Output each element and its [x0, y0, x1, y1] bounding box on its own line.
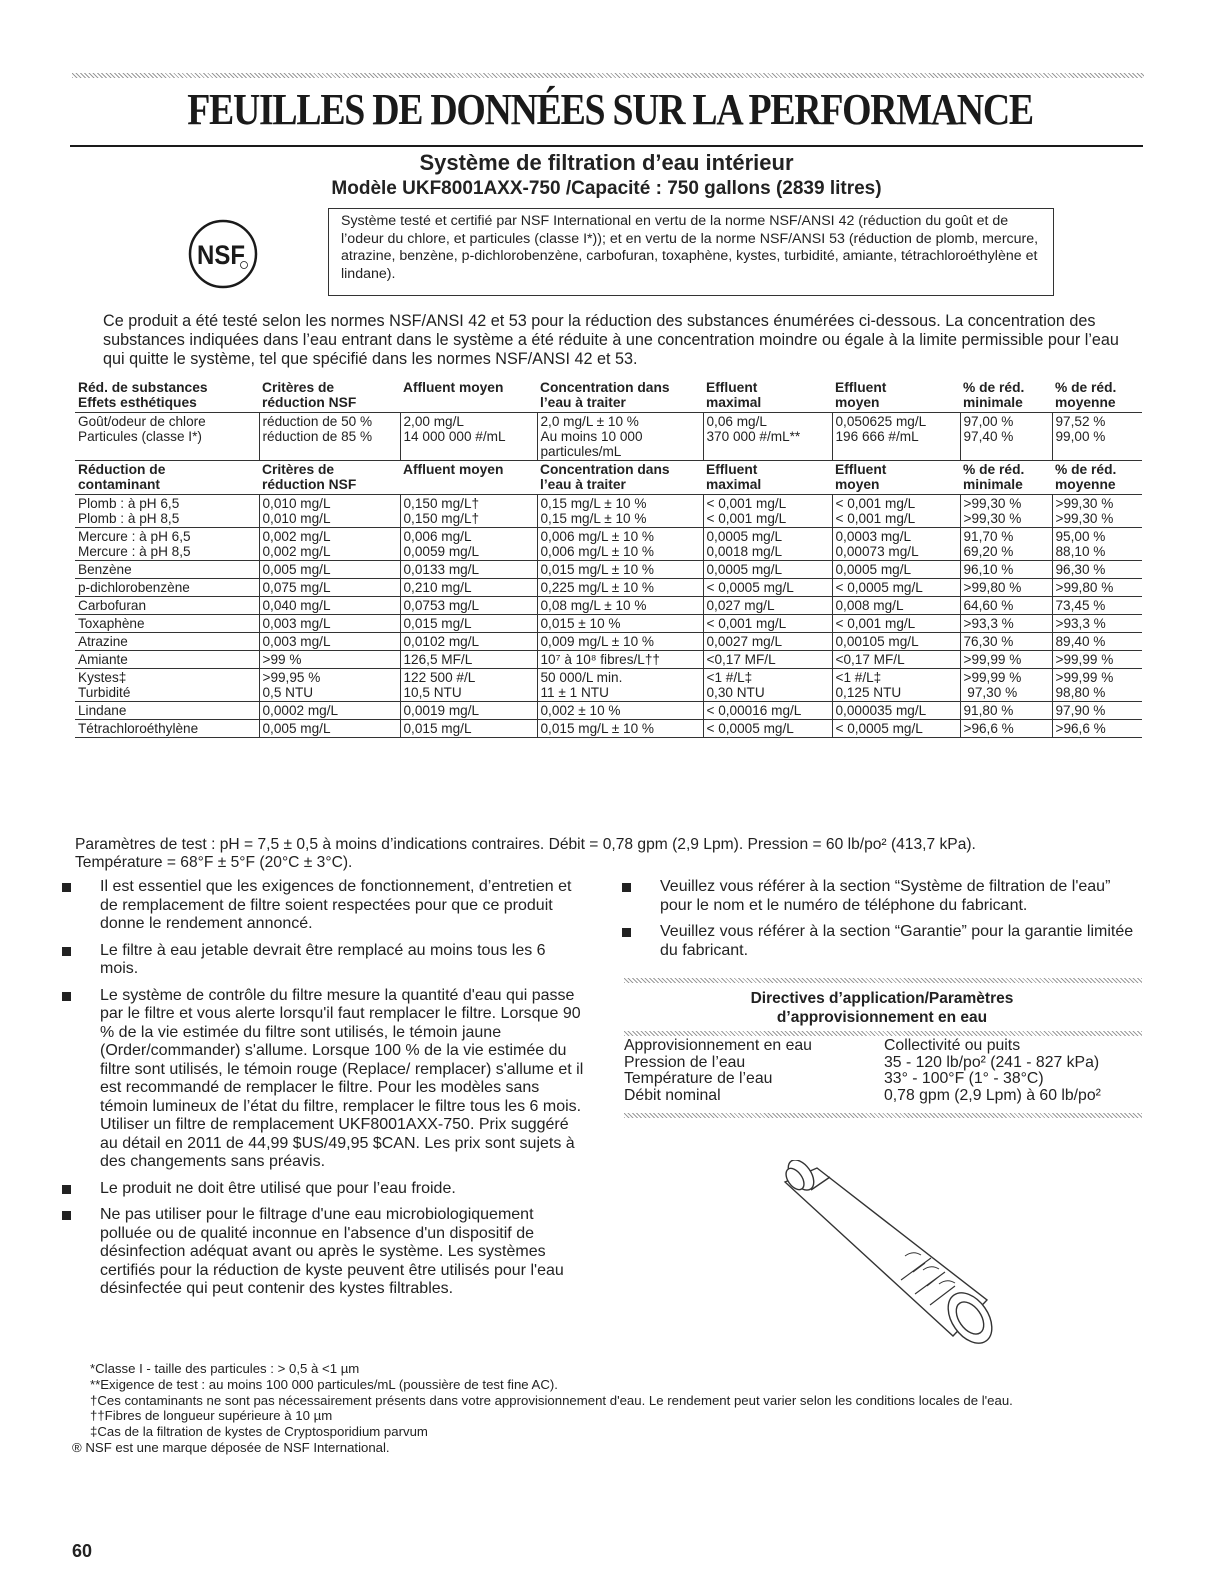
- table-cell: Mercure : à pH 6,5 Mercure : à pH 8,5: [75, 528, 259, 561]
- table-row: [75, 702, 1142, 720]
- table-row: [75, 615, 1142, 633]
- page-number: 60: [72, 1541, 93, 1561]
- table-cell: 10⁷ à 10⁸ fibres/L††: [537, 651, 703, 669]
- performance-table: [75, 379, 1142, 738]
- table-cell: >99,80 %: [1052, 579, 1142, 597]
- table-header-cell: Concentration dans l’eau à traiter: [537, 461, 703, 495]
- table-cell: >99,95 % 0,5 NTU: [259, 669, 400, 702]
- bullet-item: [622, 923, 1142, 960]
- table-cell: 122 500 #/L 10,5 NTU: [400, 669, 537, 702]
- table-cell: 0,0102 mg/L: [400, 633, 537, 651]
- table-cell: 64,60 %: [960, 597, 1052, 615]
- table-cell: 50 000/L min. 11 ± 1 NTU: [537, 669, 703, 702]
- table-cell: >99 %: [259, 651, 400, 669]
- table-cell: Tétrachloroéthylène: [75, 720, 259, 738]
- table-cell: 96,30 %: [1052, 561, 1142, 579]
- table-header-cell: % de réd. minimale: [960, 379, 1052, 413]
- directives-table: [624, 1038, 1144, 1104]
- table-cell: Goût/odeur de chlore Particules (classe I*): [75, 413, 259, 461]
- table-header-cell: Critères de réduction NSF: [259, 379, 400, 413]
- bullet-text: Le produit ne doit être utilisé que pour l’eau froide.: [100, 1179, 456, 1197]
- table-row: [75, 597, 1142, 615]
- bullet-square-icon: [62, 1185, 71, 1194]
- table-cell: 0,15 mg/L ± 10 % 0,15 mg/L ± 10 %: [537, 495, 703, 528]
- directives-row: [624, 1088, 1144, 1105]
- directives-value: 35 - 120 lb/po² (241 - 827 kPa): [884, 1053, 1100, 1071]
- table-header-cell: % de réd. moyenne: [1052, 461, 1142, 495]
- table-cell: 97,00 % 97,40 %: [960, 413, 1052, 461]
- table-cell: Toxaphène: [75, 615, 259, 633]
- table-header-cell: Effluent maximal: [703, 379, 832, 413]
- table-cell: 0,015 mg/L: [400, 720, 537, 738]
- directives-title: [622, 989, 1142, 1027]
- table-cell: 0,027 mg/L: [703, 597, 832, 615]
- footnotes: [72, 1361, 1132, 1456]
- footnote: ‡Cas de la filtration de kystes de Cryptosporidium parvum: [90, 1424, 428, 1440]
- table-cell: Amiante: [75, 651, 259, 669]
- table-header-row-aesthetic: [75, 379, 1142, 413]
- table-cell: < 0,001 mg/L < 0,001 mg/L: [832, 495, 960, 528]
- table-cell: p-dichlorobenzène: [75, 579, 259, 597]
- table-header-row-contaminant: [75, 461, 1142, 495]
- water-filter-icon: [755, 1160, 1015, 1350]
- table-cell: 91,80 %: [960, 702, 1052, 720]
- table-header-cell: Critères de réduction NSF: [259, 461, 400, 495]
- table-cell: 0,002 mg/L 0,002 mg/L: [259, 528, 400, 561]
- table-row: [75, 561, 1142, 579]
- table-cell: Atrazine: [75, 633, 259, 651]
- table-cell: 97,90 %: [1052, 702, 1142, 720]
- intro-paragraph: Ce produit a été testé selon les normes NSF/ANSI 42 et 53 pour la réduction des substances énumérées ci-dessous. La concentration des substances indiquées dans l’eau entrant dans le système a été réduite à une concentration moindre ou égale à la limite permissible pour l’eau qui quitte le système, tel que spécifié dans les normes NSF/ANSI 42 et 53.: [103, 312, 1119, 368]
- table-cell: 0,0003 mg/L 0,00073 mg/L: [832, 528, 960, 561]
- table-cell: 97,52 % 99,00 %: [1052, 413, 1142, 461]
- bullet-item: [622, 878, 1142, 915]
- table-header-cell: % de réd. moyenne: [1052, 379, 1142, 413]
- table-cell: 0,075 mg/L: [259, 579, 400, 597]
- title-rule: [70, 145, 1143, 147]
- table-header-cell: Réd. de substances Effets esthétiques: [75, 379, 259, 413]
- directives-row: [624, 1071, 1144, 1088]
- table-cell: 0,00105 mg/L: [832, 633, 960, 651]
- certification-box: [328, 208, 1054, 296]
- table-row: [75, 720, 1142, 738]
- table-cell: < 0,0005 mg/L: [832, 579, 960, 597]
- table-cell: 76,30 %: [960, 633, 1052, 651]
- table-cell: < 0,001 mg/L: [703, 615, 832, 633]
- table-cell: Plomb : à pH 6,5 Plomb : à pH 8,5: [75, 495, 259, 528]
- bullet-square-icon: [622, 883, 631, 892]
- table-cell: >99,99 % 97,30 %: [960, 669, 1052, 702]
- table-cell: >93,3 %: [960, 615, 1052, 633]
- table-header-cell: Réduction de contaminant: [75, 461, 259, 495]
- directives-top-hatch: [624, 978, 1142, 983]
- table-cell: 95,00 % 88,10 %: [1052, 528, 1142, 561]
- table-cell: 0,0019 mg/L: [400, 702, 537, 720]
- table-cell: <0,17 MF/L: [703, 651, 832, 669]
- directives-label: Approvisionnement en eau: [624, 1037, 812, 1054]
- table-cell: 0,0133 mg/L: [400, 561, 537, 579]
- footnote: ††Fibres de longueur supérieure à 10 µm: [90, 1408, 333, 1424]
- bullet-square-icon: [62, 992, 71, 1001]
- bullet-square-icon: [62, 883, 71, 892]
- table-cell: 89,40 %: [1052, 633, 1142, 651]
- directives-title-line-1: Directives d’application/Paramètres: [750, 990, 1014, 1007]
- bullet-item: [62, 1206, 587, 1299]
- table-header-cell: Concentration dans l’eau à traiter: [537, 379, 703, 413]
- top-hatch-rule: [72, 73, 1144, 78]
- bullet-text: Le filtre à eau jetable devrait être remplacé au moins tous les 6 mois.: [100, 941, 546, 977]
- table-cell: 0,0005 mg/L: [703, 561, 832, 579]
- page-title: FEUILLES DE DONNÉES SUR LA PERFORMANCE: [187, 85, 1033, 134]
- bullet-list-left: [62, 878, 587, 1307]
- bullet-text: Veuillez vous référer à la section “Garantie” pour la garantie limitée du fabricant.: [660, 923, 1134, 959]
- table-cell: 0,002 ± 10 %: [537, 702, 703, 720]
- directives-label: Pression de l’eau: [624, 1053, 746, 1071]
- table-cell: 0,0005 mg/L: [832, 561, 960, 579]
- bullet-text: Veuillez vous référer à la section “Système de filtration de l'eau” pour le nom et le numéro de téléphone du fabricant.: [660, 878, 1111, 914]
- table-cell: >96,6 %: [960, 720, 1052, 738]
- table-cell: 0,040 mg/L: [259, 597, 400, 615]
- table-cell: 2,00 mg/L 14 000 000 #/mL: [400, 413, 537, 461]
- table-cell: >93,3 %: [1052, 615, 1142, 633]
- directives-value: 0,78 gpm (2,9 Lpm) à 60 lb/po²: [884, 1086, 1101, 1104]
- table-row: [75, 669, 1142, 702]
- table-cell: >99,99 % 98,80 %: [1052, 669, 1142, 702]
- system-subtitle: Système de filtration d’eau intérieur: [419, 150, 794, 175]
- table-row: [75, 633, 1142, 651]
- table-cell: 0,06 mg/L 370 000 #/mL**: [703, 413, 832, 461]
- table-cell: 0,015 mg/L ± 10 %: [537, 720, 703, 738]
- table-cell: 0,050625 mg/L 196 666 #/mL: [832, 413, 960, 461]
- bullet-text: Il est essentiel que les exigences de fonctionnement, d’entretien et de remplacement de filtre soient respectées pour que ce produit donne le rendement annoncé.: [100, 878, 572, 932]
- table-cell: >99,30 % >99,30 %: [1052, 495, 1142, 528]
- table-cell: < 0,0005 mg/L: [832, 720, 960, 738]
- table-header-cell: Effluent moyen: [832, 461, 960, 495]
- table-cell: 0,225 mg/L ± 10 %: [537, 579, 703, 597]
- table-cell: 0,005 mg/L: [259, 561, 400, 579]
- table-cell: >96,6 %: [1052, 720, 1142, 738]
- table-cell: < 0,00016 mg/L: [703, 702, 832, 720]
- certification-text: Système testé et certifié par NSF International en vertu de la norme NSF/ANSI 42 (réduction du goût et de l’odeur du chlore, et particules (classe I*)); et en vertu de la norme NSF/ANSI 53 (réduction de plomb, mercure, atrazine, benzène, p-dichlorobenzène, carbofuran, toxaphène, kystes, turbidité, amiante, tétrachloroéthylène et lindane).: [341, 213, 1039, 282]
- table-cell: <1 #/L‡ 0,125 NTU: [832, 669, 960, 702]
- table-cell: 73,45 %: [1052, 597, 1142, 615]
- bullet-item: [62, 987, 587, 1172]
- table-row: [75, 495, 1142, 528]
- table-cell: <0,17 MF/L: [832, 651, 960, 669]
- directives-row: [624, 1055, 1144, 1072]
- table-cell: Carbofuran: [75, 597, 259, 615]
- table-row: [75, 528, 1142, 561]
- table-cell: 0,003 mg/L: [259, 633, 400, 651]
- directives-label: Débit nominal: [624, 1086, 721, 1104]
- footnote: **Exigence de test : au moins 100 000 particules/mL (poussière de test fine AC).: [90, 1376, 558, 1392]
- directives-mid-hatch: [624, 1031, 1142, 1036]
- table-cell: 0,0002 mg/L: [259, 702, 400, 720]
- directives-title-line-2: d’approvisionnement en eau: [776, 1009, 988, 1026]
- model-capacity-line: Modèle UKF8001AXX-750 /Capacité : 750 gallons (2839 litres): [331, 178, 882, 199]
- table-cell: >99,99 %: [1052, 651, 1142, 669]
- directives-label: Température de l’eau: [624, 1070, 773, 1087]
- table-cell: 0,0027 mg/L: [703, 633, 832, 651]
- bullet-square-icon: [62, 947, 71, 956]
- table-cell: 0,0005 mg/L 0,0018 mg/L: [703, 528, 832, 561]
- table-cell: Lindane: [75, 702, 259, 720]
- table-cell: 0,005 mg/L: [259, 720, 400, 738]
- table-cell: 126,5 MF/L: [400, 651, 537, 669]
- table-cell: < 0,0005 mg/L: [703, 579, 832, 597]
- nsf-logo-icon: [188, 219, 258, 289]
- footnote: *Classe I - taille des particules : > 0,5 à <1 µm: [90, 1361, 360, 1376]
- directives-value: Collectivité ou puits: [884, 1037, 1021, 1054]
- nsf-logo-text: NSF: [197, 241, 245, 271]
- directives-row: [624, 1038, 1144, 1055]
- performance-table-body: [75, 379, 1142, 738]
- table-cell: < 0,001 mg/L < 0,001 mg/L: [703, 495, 832, 528]
- table-cell: réduction de 50 % réduction de 85 %: [259, 413, 400, 461]
- table-cell: >99,80 %: [960, 579, 1052, 597]
- test-parameters-line-1: Paramètres de test : pH = 7,5 ± 0,5 à moins d’indications contraires. Débit = 0,78 gpm (2,9 Lpm). Pression = 60 lb/po² (413,7 kPa).: [75, 836, 976, 853]
- table-cell: 0,08 mg/L ± 10 %: [537, 597, 703, 615]
- table-cell: 0,000035 mg/L: [832, 702, 960, 720]
- bullet-item: [62, 878, 587, 934]
- table-row: [75, 413, 1142, 461]
- table-cell: >99,30 % >99,30 %: [960, 495, 1052, 528]
- table-cell: 0,210 mg/L: [400, 579, 537, 597]
- table-cell: 0,003 mg/L: [259, 615, 400, 633]
- table-cell: >99,99 %: [960, 651, 1052, 669]
- bullet-square-icon: [62, 1211, 71, 1220]
- bullet-item: [62, 942, 587, 979]
- table-cell: 2,0 mg/L ± 10 % Au moins 10 000 particules/mL: [537, 413, 703, 461]
- directives-bottom-hatch: [624, 1113, 1142, 1118]
- table-header-cell: Affluent moyen: [400, 379, 537, 413]
- bullet-text: Ne pas utiliser pour le filtrage d'une eau microbiologiquement polluée ou de qualité inconnue en l'absence d'un dispositif de désinfection adéquat avant ou après le système. Les systèmes certifiés pour la réduction de kyste peuvent être utilisés pour l'eau désinfectée qui peut contenir des kystes filtrables.: [100, 1206, 564, 1297]
- table-cell: 0,006 mg/L 0,0059 mg/L: [400, 528, 537, 561]
- table-cell: 96,10 %: [960, 561, 1052, 579]
- footnote: †Ces contaminants ne sont pas nécessairement présents dans votre approvisionnement d'eau. Le rendement peut varier selon les conditions locales de l'eau.: [90, 1392, 1013, 1408]
- table-cell: 0,015 ± 10 %: [537, 615, 703, 633]
- bullet-text: Le système de contrôle du filtre mesure la quantité d'eau qui passe par le filtre et vous alerte lorsqu'il faut remplacer le filtre. Lorsque 90 % de la vie estimée du filtre sont utilisés, le témoin jaune (Order/commander) s'allume. Lorsque 100 % de la vie estimée du filtre sont utilisés, le témoin rouge (Replace/ remplacer) s'allume et il est recommandé de remplacer le filtre. Pour les modèles sans témoin lumineux de l’état du filtre, remplacer le filtre tous les 6 mois. Utiliser un filtre de remplacement UKF8001AXX-750. Prix suggéré au détail en 2011 de 44,99 $US/49,95 $CAN. Les prix sont sujets à des changements sans préavis.: [100, 986, 584, 1170]
- table-cell: 0,0753 mg/L: [400, 597, 537, 615]
- table-header-cell: Effluent maximal: [703, 461, 832, 495]
- bullet-list-right: [622, 878, 1142, 968]
- table-cell: < 0,001 mg/L: [832, 615, 960, 633]
- test-parameters: [75, 836, 1145, 871]
- table-cell: 91,70 % 69,20 %: [960, 528, 1052, 561]
- table-cell: 0,008 mg/L: [832, 597, 960, 615]
- table-cell: Kystes‡ Turbidité: [75, 669, 259, 702]
- table-cell: 0,009 mg/L ± 10 %: [537, 633, 703, 651]
- table-header-cell: Affluent moyen: [400, 461, 537, 495]
- table-row: [75, 579, 1142, 597]
- table-cell: <1 #/L‡ 0,30 NTU: [703, 669, 832, 702]
- footnote-trademark: ® NSF est une marque déposée de NSF International.: [72, 1439, 390, 1455]
- table-cell: 0,015 mg/L: [400, 615, 537, 633]
- test-parameters-line-2: Température = 68°F ± 5°F (20°C ± 3°C).: [75, 853, 353, 871]
- bullet-item: [62, 1180, 587, 1199]
- table-cell: < 0,0005 mg/L: [703, 720, 832, 738]
- table-cell: 0,150 mg/L† 0,150 mg/L†: [400, 495, 537, 528]
- table-header-cell: Effluent moyen: [832, 379, 960, 413]
- table-row: [75, 651, 1142, 669]
- table-cell: 0,006 mg/L ± 10 % 0,006 mg/L ± 10 %: [537, 528, 703, 561]
- table-cell: Benzène: [75, 561, 259, 579]
- directives-value: 33° - 100°F (1° - 38°C): [884, 1070, 1044, 1087]
- bullet-square-icon: [622, 928, 631, 937]
- table-cell: 0,015 mg/L ± 10 %: [537, 561, 703, 579]
- table-header-cell: % de réd. minimale: [960, 461, 1052, 495]
- table-cell: 0,010 mg/L 0,010 mg/L: [259, 495, 400, 528]
